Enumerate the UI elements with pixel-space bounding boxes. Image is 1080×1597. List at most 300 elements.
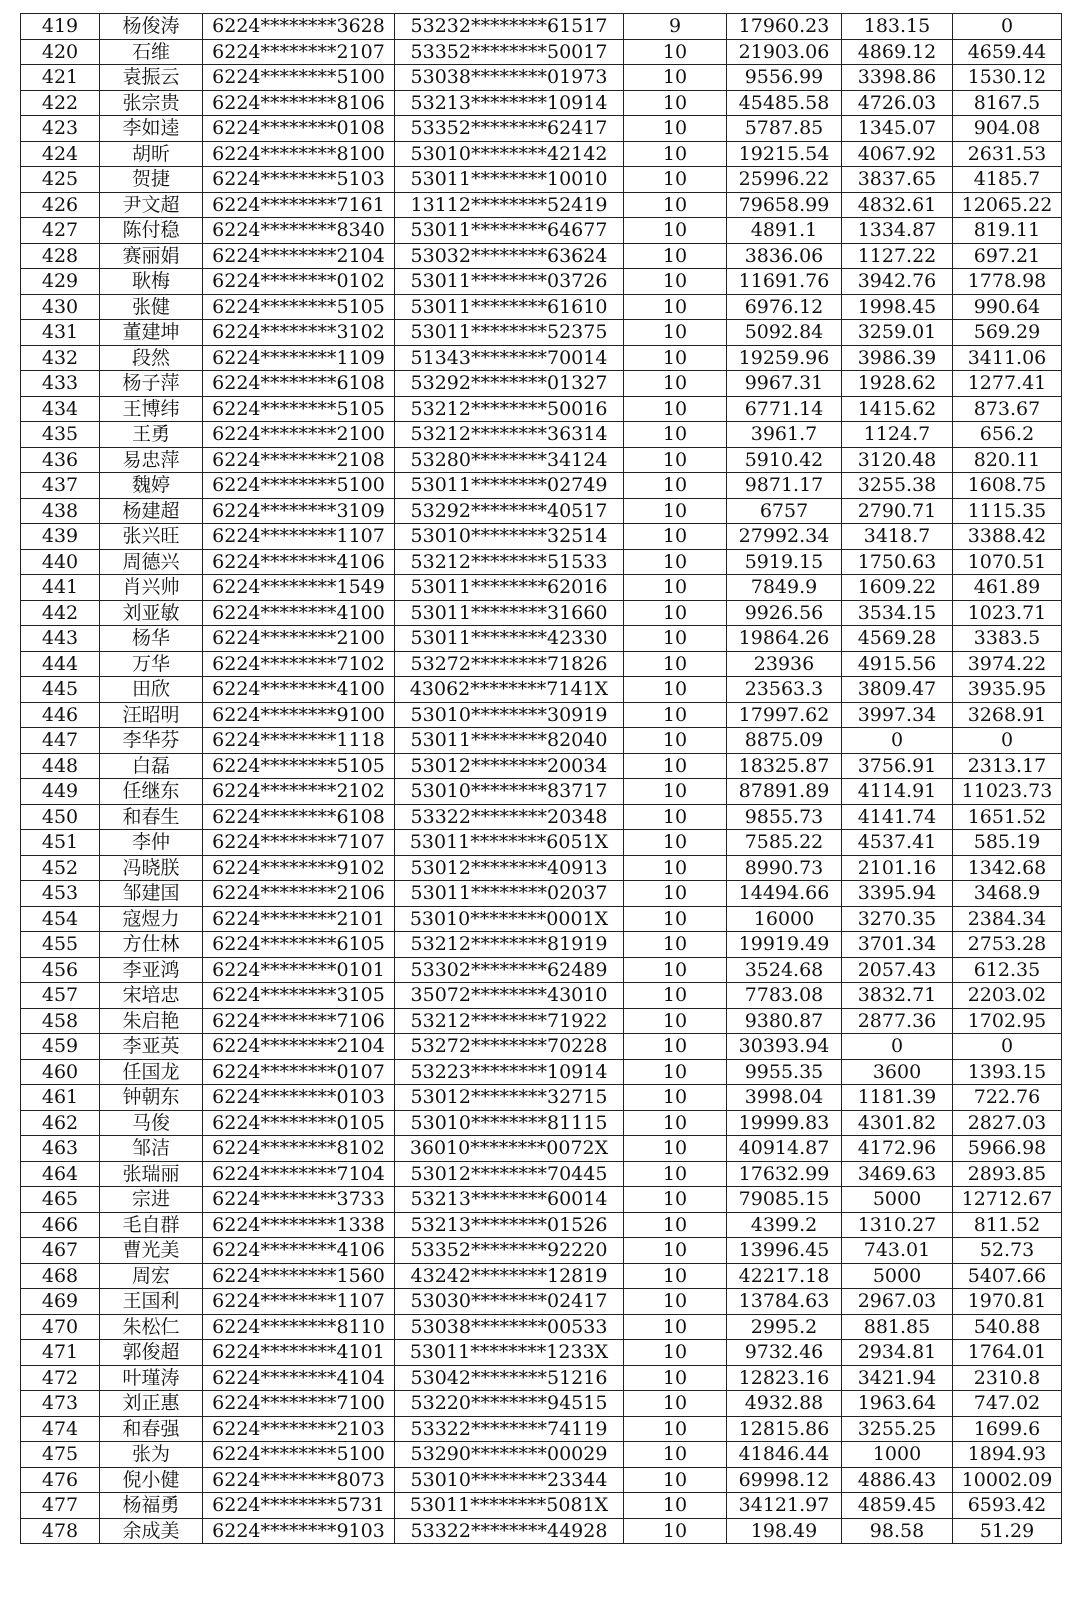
cell-count: 10 <box>624 1391 727 1417</box>
cell-id-number: 53272********70228 <box>395 1034 624 1060</box>
cell-amount-a: 3832.71 <box>842 983 953 1009</box>
cell-amount-a: 4859.45 <box>842 1493 953 1519</box>
cell-amount-a: 3255.25 <box>842 1416 953 1442</box>
cell-name: 刘亚敏 <box>100 600 203 626</box>
cell-amount-a: 3997.34 <box>842 702 953 728</box>
cell-count: 10 <box>624 1238 727 1264</box>
cell-id-number: 53011********03726 <box>395 269 624 295</box>
cell-id-number: 53030********02417 <box>395 1289 624 1315</box>
cell-amount-b: 2203.02 <box>953 983 1062 1009</box>
cell-count: 10 <box>624 116 727 142</box>
cell-row-number: 431 <box>21 320 100 346</box>
table-row <box>21 39 1062 65</box>
cell-bank-card: 6224********2108 <box>203 447 395 473</box>
cell-amount-b: 1764.01 <box>953 1340 1062 1366</box>
cell-count: 10 <box>624 1289 727 1315</box>
cell-row-number: 472 <box>21 1365 100 1391</box>
cell-amount-a: 3421.94 <box>842 1365 953 1391</box>
cell-amount-total: 4891.1 <box>727 218 842 244</box>
cell-count: 10 <box>624 983 727 1009</box>
cell-name: 钟朝东 <box>100 1085 203 1111</box>
cell-name: 张瑞丽 <box>100 1161 203 1187</box>
cell-amount-total: 19259.96 <box>727 345 842 371</box>
cell-count: 10 <box>624 39 727 65</box>
cell-row-number: 447 <box>21 728 100 754</box>
cell-amount-total: 9732.46 <box>727 1340 842 1366</box>
cell-row-number: 457 <box>21 983 100 1009</box>
cell-name: 袁振云 <box>100 65 203 91</box>
cell-row-number: 444 <box>21 651 100 677</box>
cell-amount-total: 7585.22 <box>727 830 842 856</box>
table-row <box>21 906 1062 932</box>
cell-bank-card: 6224********5103 <box>203 167 395 193</box>
cell-row-number: 475 <box>21 1442 100 1468</box>
cell-row-number: 432 <box>21 345 100 371</box>
cell-bank-card: 6224********9100 <box>203 702 395 728</box>
cell-name: 余成美 <box>100 1518 203 1544</box>
cell-id-number: 53011********10010 <box>395 167 624 193</box>
cell-amount-b: 697.21 <box>953 243 1062 269</box>
cell-bank-card: 6224********1109 <box>203 345 395 371</box>
cell-count: 10 <box>624 396 727 422</box>
cell-amount-b: 12712.67 <box>953 1187 1062 1213</box>
cell-bank-card: 6224********3733 <box>203 1187 395 1213</box>
cell-name: 董建坤 <box>100 320 203 346</box>
cell-count: 10 <box>624 1365 727 1391</box>
cell-amount-total: 23563.3 <box>727 677 842 703</box>
cell-count: 9 <box>624 14 727 40</box>
cell-amount-total: 4932.88 <box>727 1391 842 1417</box>
cell-id-number: 53032********63624 <box>395 243 624 269</box>
cell-id-number: 53042********51216 <box>395 1365 624 1391</box>
cell-amount-b: 3468.9 <box>953 881 1062 907</box>
cell-amount-total: 3836.06 <box>727 243 842 269</box>
table-row <box>21 1340 1062 1366</box>
table-row <box>21 1314 1062 1340</box>
cell-amount-total: 13996.45 <box>727 1238 842 1264</box>
cell-name: 毛自群 <box>100 1212 203 1238</box>
cell-count: 10 <box>624 524 727 550</box>
table-row <box>21 65 1062 91</box>
cell-name: 李亚英 <box>100 1034 203 1060</box>
cell-bank-card: 6224********2107 <box>203 39 395 65</box>
cell-row-number: 436 <box>21 447 100 473</box>
cell-count: 10 <box>624 498 727 524</box>
cell-amount-a: 4172.96 <box>842 1136 953 1162</box>
cell-amount-b: 5407.66 <box>953 1263 1062 1289</box>
cell-bank-card: 6224********5100 <box>203 473 395 499</box>
cell-amount-total: 17632.99 <box>727 1161 842 1187</box>
cell-amount-total: 7849.9 <box>727 575 842 601</box>
table-row <box>21 473 1062 499</box>
cell-id-number: 53011********1233X <box>395 1340 624 1366</box>
cell-bank-card: 6224********1107 <box>203 524 395 550</box>
cell-amount-a: 1998.45 <box>842 294 953 320</box>
cell-row-number: 437 <box>21 473 100 499</box>
table-row <box>21 728 1062 754</box>
cell-count: 10 <box>624 473 727 499</box>
table-body <box>21 14 1062 1544</box>
cell-amount-b: 569.29 <box>953 320 1062 346</box>
cell-amount-total: 40914.87 <box>727 1136 842 1162</box>
cell-name: 郭俊超 <box>100 1340 203 1366</box>
cell-count: 10 <box>624 1467 727 1493</box>
cell-amount-total: 13784.63 <box>727 1289 842 1315</box>
cell-count: 10 <box>624 141 727 167</box>
table-row <box>21 830 1062 856</box>
cell-bank-card: 6224********8073 <box>203 1467 395 1493</box>
cell-bank-card: 6224********7106 <box>203 1008 395 1034</box>
cell-amount-b: 612.35 <box>953 957 1062 983</box>
cell-row-number: 460 <box>21 1059 100 1085</box>
cell-bank-card: 6224********2103 <box>203 1416 395 1442</box>
cell-row-number: 462 <box>21 1110 100 1136</box>
cell-row-number: 467 <box>21 1238 100 1264</box>
table-row <box>21 422 1062 448</box>
cell-name: 石维 <box>100 39 203 65</box>
cell-amount-total: 42217.18 <box>727 1263 842 1289</box>
cell-bank-card: 6224********9102 <box>203 855 395 881</box>
cell-bank-card: 6224********2100 <box>203 422 395 448</box>
cell-amount-a: 1310.27 <box>842 1212 953 1238</box>
cell-amount-a: 1750.63 <box>842 549 953 575</box>
cell-bank-card: 6224********0103 <box>203 1085 395 1111</box>
cell-amount-b: 656.2 <box>953 422 1062 448</box>
cell-name: 段然 <box>100 345 203 371</box>
cell-bank-card: 6224********4100 <box>203 677 395 703</box>
cell-amount-a: 0 <box>842 728 953 754</box>
table-row <box>21 192 1062 218</box>
cell-row-number: 470 <box>21 1314 100 1340</box>
cell-amount-a: 5000 <box>842 1187 953 1213</box>
cell-name: 杨子萍 <box>100 371 203 397</box>
table-row <box>21 881 1062 907</box>
cell-bank-card: 6224********5105 <box>203 294 395 320</box>
cell-bank-card: 6224********1549 <box>203 575 395 601</box>
cell-row-number: 439 <box>21 524 100 550</box>
table-row <box>21 320 1062 346</box>
cell-name: 陈付稳 <box>100 218 203 244</box>
cell-name: 倪小健 <box>100 1467 203 1493</box>
cell-row-number: 477 <box>21 1493 100 1519</box>
cell-id-number: 43242********12819 <box>395 1263 624 1289</box>
cell-amount-b: 1608.75 <box>953 473 1062 499</box>
cell-row-number: 423 <box>21 116 100 142</box>
cell-row-number: 463 <box>21 1136 100 1162</box>
cell-row-number: 443 <box>21 626 100 652</box>
cell-name: 田欣 <box>100 677 203 703</box>
cell-id-number: 53011********6051X <box>395 830 624 856</box>
cell-name: 王博纬 <box>100 396 203 422</box>
cell-bank-card: 6224********4106 <box>203 549 395 575</box>
cell-amount-b: 8167.5 <box>953 90 1062 116</box>
cell-amount-total: 18325.87 <box>727 753 842 779</box>
cell-id-number: 53011********64677 <box>395 218 624 244</box>
cell-amount-b: 540.88 <box>953 1314 1062 1340</box>
cell-bank-card: 6224********2104 <box>203 1034 395 1060</box>
table-row <box>21 702 1062 728</box>
cell-amount-total: 4399.2 <box>727 1212 842 1238</box>
table-row <box>21 524 1062 550</box>
cell-row-number: 448 <box>21 753 100 779</box>
cell-row-number: 419 <box>21 14 100 40</box>
table-row <box>21 1110 1062 1136</box>
cell-amount-a: 3120.48 <box>842 447 953 473</box>
cell-amount-b: 722.76 <box>953 1085 1062 1111</box>
cell-amount-a: 2967.03 <box>842 1289 953 1315</box>
cell-amount-b: 1115.35 <box>953 498 1062 524</box>
cell-count: 10 <box>624 1263 727 1289</box>
cell-bank-card: 6224********8102 <box>203 1136 395 1162</box>
cell-amount-a: 3942.76 <box>842 269 953 295</box>
table-row <box>21 549 1062 575</box>
cell-amount-total: 3998.04 <box>727 1085 842 1111</box>
cell-id-number: 53010********30919 <box>395 702 624 728</box>
cell-count: 10 <box>624 1416 727 1442</box>
cell-name: 贺捷 <box>100 167 203 193</box>
cell-count: 10 <box>624 906 727 932</box>
cell-amount-total: 79085.15 <box>727 1187 842 1213</box>
cell-name: 朱松仁 <box>100 1314 203 1340</box>
cell-id-number: 53212********71922 <box>395 1008 624 1034</box>
cell-count: 10 <box>624 167 727 193</box>
cell-amount-total: 19864.26 <box>727 626 842 652</box>
cell-id-number: 53011********02749 <box>395 473 624 499</box>
cell-count: 10 <box>624 600 727 626</box>
cell-amount-a: 3986.39 <box>842 345 953 371</box>
cell-bank-card: 6224********1118 <box>203 728 395 754</box>
table-row <box>21 371 1062 397</box>
cell-amount-a: 1609.22 <box>842 575 953 601</box>
cell-amount-b: 2631.53 <box>953 141 1062 167</box>
cell-name: 尹文超 <box>100 192 203 218</box>
cell-row-number: 471 <box>21 1340 100 1366</box>
cell-amount-b: 1970.81 <box>953 1289 1062 1315</box>
cell-bank-card: 6224********3109 <box>203 498 395 524</box>
cell-amount-a: 3837.65 <box>842 167 953 193</box>
cell-count: 10 <box>624 626 727 652</box>
table-row <box>21 1442 1062 1468</box>
cell-name: 周宏 <box>100 1263 203 1289</box>
cell-amount-b: 2827.03 <box>953 1110 1062 1136</box>
cell-bank-card: 6224********3105 <box>203 983 395 1009</box>
cell-id-number: 53352********50017 <box>395 39 624 65</box>
cell-amount-a: 1345.07 <box>842 116 953 142</box>
cell-id-number: 53011********02037 <box>395 881 624 907</box>
cell-count: 10 <box>624 320 727 346</box>
cell-count: 10 <box>624 830 727 856</box>
cell-bank-card: 6224********1107 <box>203 1289 395 1315</box>
cell-row-number: 440 <box>21 549 100 575</box>
cell-amount-b: 1702.95 <box>953 1008 1062 1034</box>
table-row <box>21 243 1062 269</box>
cell-amount-b: 811.52 <box>953 1212 1062 1238</box>
table-row <box>21 1187 1062 1213</box>
table-row <box>21 1365 1062 1391</box>
cell-amount-a: 1127.22 <box>842 243 953 269</box>
cell-amount-total: 23936 <box>727 651 842 677</box>
cell-count: 10 <box>624 1493 727 1519</box>
cell-row-number: 459 <box>21 1034 100 1060</box>
cell-row-number: 435 <box>21 422 100 448</box>
cell-name: 易忠萍 <box>100 447 203 473</box>
cell-count: 10 <box>624 294 727 320</box>
cell-amount-a: 3418.7 <box>842 524 953 550</box>
cell-row-number: 456 <box>21 957 100 983</box>
cell-count: 10 <box>624 345 727 371</box>
cell-amount-a: 3469.63 <box>842 1161 953 1187</box>
cell-count: 10 <box>624 957 727 983</box>
cell-id-number: 53213********01526 <box>395 1212 624 1238</box>
cell-amount-a: 1334.87 <box>842 218 953 244</box>
cell-bank-card: 6224********7161 <box>203 192 395 218</box>
cell-row-number: 452 <box>21 855 100 881</box>
cell-name: 叶瑾涛 <box>100 1365 203 1391</box>
cell-row-number: 454 <box>21 906 100 932</box>
cell-row-number: 469 <box>21 1289 100 1315</box>
cell-amount-total: 41846.44 <box>727 1442 842 1468</box>
cell-row-number: 430 <box>21 294 100 320</box>
cell-bank-card: 6224********3628 <box>203 14 395 40</box>
cell-amount-b: 1070.51 <box>953 549 1062 575</box>
cell-amount-b: 990.64 <box>953 294 1062 320</box>
cell-amount-total: 12823.16 <box>727 1365 842 1391</box>
cell-amount-a: 3259.01 <box>842 320 953 346</box>
cell-bank-card: 6224********0101 <box>203 957 395 983</box>
cell-amount-total: 30393.94 <box>727 1034 842 1060</box>
cell-bank-card: 6224********7102 <box>203 651 395 677</box>
cell-amount-b: 461.89 <box>953 575 1062 601</box>
cell-row-number: 476 <box>21 1467 100 1493</box>
cell-name: 汪昭明 <box>100 702 203 728</box>
cell-amount-b: 0 <box>953 14 1062 40</box>
cell-bank-card: 6224********4100 <box>203 600 395 626</box>
cell-amount-total: 17997.62 <box>727 702 842 728</box>
cell-amount-b: 873.67 <box>953 396 1062 422</box>
cell-amount-total: 69998.12 <box>727 1467 842 1493</box>
cell-id-number: 53322********20348 <box>395 804 624 830</box>
cell-amount-b: 12065.22 <box>953 192 1062 218</box>
table-row <box>21 779 1062 805</box>
cell-id-number: 53038********01973 <box>395 65 624 91</box>
cell-amount-a: 3534.15 <box>842 600 953 626</box>
cell-row-number: 424 <box>21 141 100 167</box>
cell-amount-total: 27992.34 <box>727 524 842 550</box>
cell-amount-a: 1124.7 <box>842 422 953 448</box>
cell-amount-a: 1181.39 <box>842 1085 953 1111</box>
cell-amount-total: 8990.73 <box>727 855 842 881</box>
cell-id-number: 53012********70445 <box>395 1161 624 1187</box>
cell-name: 杨华 <box>100 626 203 652</box>
cell-count: 10 <box>624 269 727 295</box>
cell-name: 任继东 <box>100 779 203 805</box>
cell-bank-card: 6224********7100 <box>203 1391 395 1417</box>
cell-count: 10 <box>624 90 727 116</box>
cell-amount-total: 9955.35 <box>727 1059 842 1085</box>
cell-amount-b: 11023.73 <box>953 779 1062 805</box>
cell-bank-card: 6224********7107 <box>203 830 395 856</box>
cell-amount-a: 4537.41 <box>842 830 953 856</box>
cell-id-number: 53011********42330 <box>395 626 624 652</box>
cell-amount-total: 8875.09 <box>727 728 842 754</box>
cell-count: 10 <box>624 1187 727 1213</box>
cell-row-number: 464 <box>21 1161 100 1187</box>
cell-count: 10 <box>624 1314 727 1340</box>
cell-amount-b: 1277.41 <box>953 371 1062 397</box>
cell-count: 10 <box>624 1518 727 1544</box>
cell-id-number: 53011********31660 <box>395 600 624 626</box>
cell-row-number: 465 <box>21 1187 100 1213</box>
table-row <box>21 1289 1062 1315</box>
cell-amount-b: 904.08 <box>953 116 1062 142</box>
table-row <box>21 1391 1062 1417</box>
cell-bank-card: 6224********8110 <box>203 1314 395 1340</box>
cell-bank-card: 6224********5105 <box>203 396 395 422</box>
cell-bank-card: 6224********5105 <box>203 753 395 779</box>
cell-count: 10 <box>624 1340 727 1366</box>
cell-amount-b: 6593.42 <box>953 1493 1062 1519</box>
table-row <box>21 1493 1062 1519</box>
table-row <box>21 1238 1062 1264</box>
cell-name: 周德兴 <box>100 549 203 575</box>
cell-amount-total: 79658.99 <box>727 192 842 218</box>
cell-id-number: 51343********70014 <box>395 345 624 371</box>
cell-amount-b: 1699.6 <box>953 1416 1062 1442</box>
cell-name: 王国利 <box>100 1289 203 1315</box>
cell-name: 冯晓朕 <box>100 855 203 881</box>
cell-amount-b: 2753.28 <box>953 932 1062 958</box>
table-row <box>21 804 1062 830</box>
cell-amount-b: 4659.44 <box>953 39 1062 65</box>
cell-id-number: 53038********00533 <box>395 1314 624 1340</box>
table-row <box>21 575 1062 601</box>
cell-bank-card: 6224********2104 <box>203 243 395 269</box>
cell-name: 王勇 <box>100 422 203 448</box>
cell-amount-a: 1415.62 <box>842 396 953 422</box>
cell-amount-total: 6771.14 <box>727 396 842 422</box>
cell-amount-a: 1000 <box>842 1442 953 1468</box>
cell-id-number: 53290********00029 <box>395 1442 624 1468</box>
cell-count: 10 <box>624 549 727 575</box>
cell-amount-total: 5919.15 <box>727 549 842 575</box>
cell-name: 张宗贵 <box>100 90 203 116</box>
table-row <box>21 1518 1062 1544</box>
table-row <box>21 1034 1062 1060</box>
cell-id-number: 53012********32715 <box>395 1085 624 1111</box>
cell-amount-total: 25996.22 <box>727 167 842 193</box>
cell-row-number: 455 <box>21 932 100 958</box>
cell-count: 10 <box>624 855 727 881</box>
cell-amount-a: 98.58 <box>842 1518 953 1544</box>
cell-row-number: 450 <box>21 804 100 830</box>
cell-bank-card: 6224********1338 <box>203 1212 395 1238</box>
cell-amount-a: 0 <box>842 1034 953 1060</box>
cell-name: 杨福勇 <box>100 1493 203 1519</box>
data-table <box>20 13 1062 1544</box>
cell-count: 10 <box>624 422 727 448</box>
table-row <box>21 14 1062 40</box>
cell-bank-card: 6224********1560 <box>203 1263 395 1289</box>
cell-amount-a: 1928.62 <box>842 371 953 397</box>
cell-name: 耿梅 <box>100 269 203 295</box>
table-row <box>21 1161 1062 1187</box>
cell-name: 和春强 <box>100 1416 203 1442</box>
cell-bank-card: 6224********0107 <box>203 1059 395 1085</box>
cell-count: 10 <box>624 753 727 779</box>
cell-amount-b: 0 <box>953 1034 1062 1060</box>
cell-amount-total: 198.49 <box>727 1518 842 1544</box>
cell-row-number: 446 <box>21 702 100 728</box>
